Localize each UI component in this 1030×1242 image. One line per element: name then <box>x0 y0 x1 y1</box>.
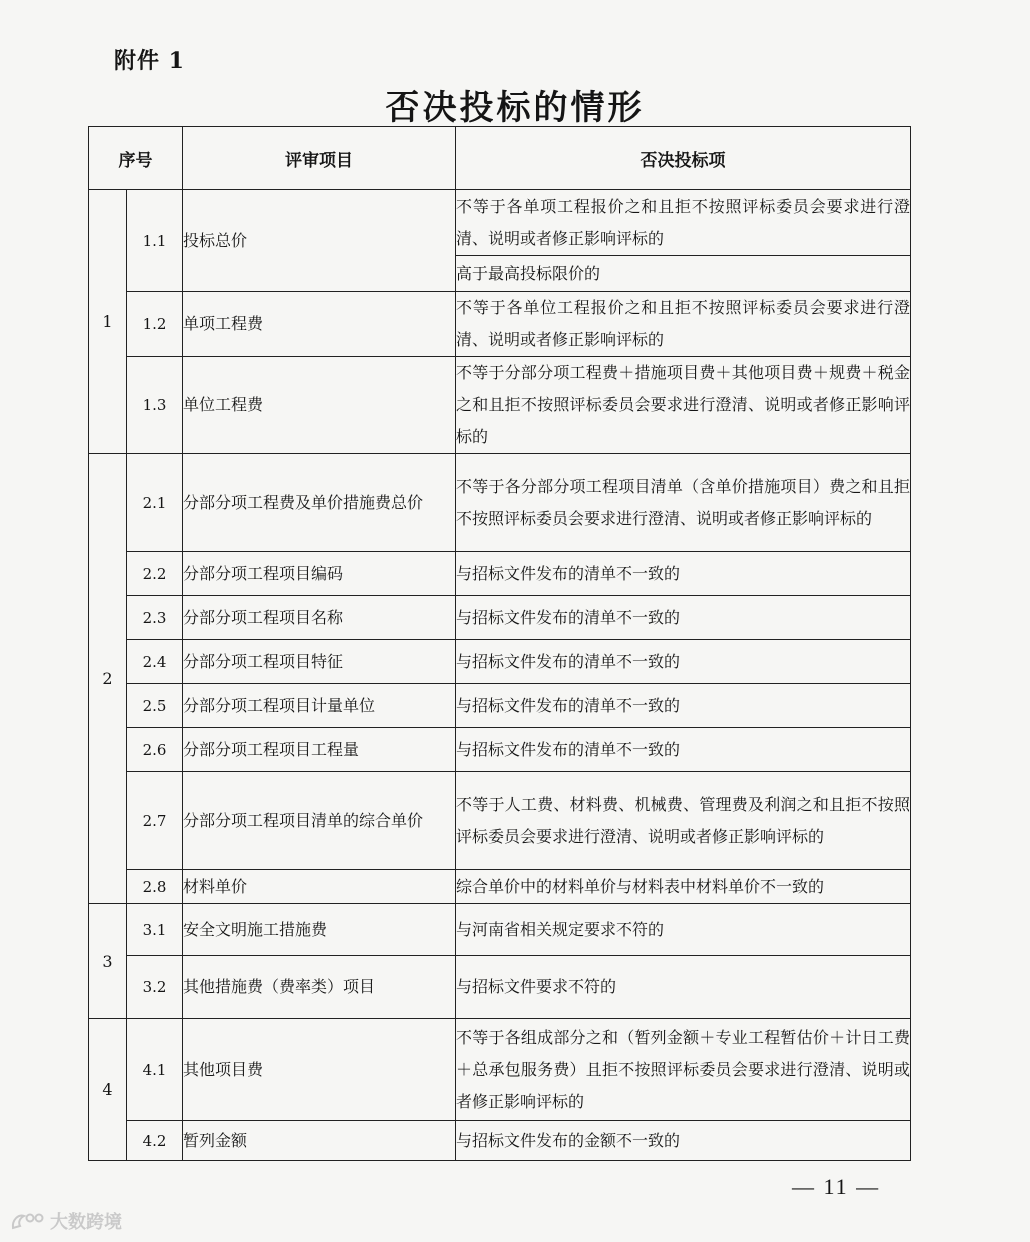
item-description: 与招标文件发布的清单不一致的 <box>456 684 911 728</box>
group-number: 4 <box>89 1019 127 1161</box>
item-name: 投标总价 <box>183 190 456 292</box>
table-row <box>89 904 911 956</box>
item-number: 2.2 <box>127 552 183 596</box>
item-description: 不等于各单位工程报价之和且拒不按照评标委员会要求进行澄清、说明或者修正影响评标的 <box>456 292 911 357</box>
item-name: 分部分项工程项目工程量 <box>183 728 456 772</box>
table-row <box>89 292 911 357</box>
item-number: 2.8 <box>127 870 183 904</box>
table-row <box>89 596 911 640</box>
item-description: 不等于各分部分项工程项目清单（含单价措施项目）费之和且拒不按照评标委员会要求进行澄清、说明或者修正影响评标的 <box>456 454 911 552</box>
item-description: 不等于分部分项工程费＋措施项目费＋其他项目费＋规费＋税金之和且拒不按照评标委员会要求进行澄清、说明或者修正影响评标的 <box>456 357 911 454</box>
table-row <box>89 1019 911 1121</box>
item-number: 2.6 <box>127 728 183 772</box>
item-name: 分部分项工程项目计量单位 <box>183 684 456 728</box>
item-number: 2.3 <box>127 596 183 640</box>
table-row <box>89 728 911 772</box>
table-row <box>89 870 911 904</box>
table-row <box>89 357 911 454</box>
item-name: 暂列金额 <box>183 1121 456 1161</box>
item-number: 1.2 <box>127 292 183 357</box>
watermark-logo-icon <box>10 1210 46 1232</box>
column-header-rejection-item: 否决投标项 <box>456 127 911 190</box>
item-description: 不等于人工费、材料费、机械费、管理费及利润之和且拒不按照评标委员会要求进行澄清、说明或者修正影响评标的 <box>456 772 911 870</box>
item-number: 2.5 <box>127 684 183 728</box>
attachment-label: 附件 1 <box>114 48 185 74</box>
table-row <box>89 1121 911 1161</box>
item-description: 与招标文件要求不符的 <box>456 956 911 1019</box>
table-row <box>89 552 911 596</box>
group-number: 1 <box>89 190 127 454</box>
item-description: 与招标文件发布的清单不一致的 <box>456 640 911 684</box>
item-description: 不等于各单项工程报价之和且拒不按照评标委员会要求进行澄清、说明或者修正影响评标的 <box>456 190 911 256</box>
item-number: 1.3 <box>127 357 183 454</box>
column-header-number: 序号 <box>89 127 183 190</box>
item-number: 2.7 <box>127 772 183 870</box>
item-description: 与招标文件发布的清单不一致的 <box>456 728 911 772</box>
item-number: 4.1 <box>127 1019 183 1121</box>
table-row <box>89 772 911 870</box>
item-number: 4.2 <box>127 1121 183 1161</box>
item-name: 其他措施费（费率类）项目 <box>183 956 456 1019</box>
item-name: 其他项目费 <box>183 1019 456 1121</box>
watermark <box>10 1208 122 1234</box>
table-header-row <box>89 127 911 190</box>
table-row <box>89 190 911 256</box>
item-name: 分部分项工程费及单价措施费总价 <box>183 454 456 552</box>
item-name: 安全文明施工措施费 <box>183 904 456 956</box>
item-name: 单位工程费 <box>183 357 456 454</box>
item-number: 1.1 <box>127 190 183 292</box>
item-description: 与招标文件发布的清单不一致的 <box>456 596 911 640</box>
column-header-review-item: 评审项目 <box>183 127 456 190</box>
item-description: 高于最高投标限价的 <box>456 256 911 292</box>
item-name: 分部分项工程项目编码 <box>183 552 456 596</box>
page-title: 否决投标的情形 <box>385 88 645 128</box>
item-number: 3.1 <box>127 904 183 956</box>
item-name: 单项工程费 <box>183 292 456 357</box>
item-name: 材料单价 <box>183 870 456 904</box>
item-name: 分部分项工程项目特征 <box>183 640 456 684</box>
item-description: 与招标文件发布的金额不一致的 <box>456 1121 911 1161</box>
watermark-text: 大数跨境 <box>50 1212 122 1233</box>
item-number: 3.2 <box>127 956 183 1019</box>
table-row <box>89 454 911 552</box>
group-number: 3 <box>89 904 127 1019</box>
table-row <box>89 684 911 728</box>
item-description: 综合单价中的材料单价与材料表中材料单价不一致的 <box>456 870 911 904</box>
item-description: 不等于各组成部分之和（暂列金额＋专业工程暂估价＋计日工费＋总承包服务费）且拒不按照评标委员会要求进行澄清、说明或者修正影响评标的 <box>456 1019 911 1121</box>
item-number: 2.1 <box>127 454 183 552</box>
table-row <box>89 956 911 1019</box>
table-row <box>89 640 911 684</box>
rejection-criteria-table <box>88 126 911 1161</box>
item-description: 与招标文件发布的清单不一致的 <box>456 552 911 596</box>
group-number: 2 <box>89 454 127 904</box>
item-number: 2.4 <box>127 640 183 684</box>
page-number: — 11 — <box>792 1174 881 1199</box>
item-name: 分部分项工程项目清单的综合单价 <box>183 772 456 870</box>
item-name: 分部分项工程项目名称 <box>183 596 456 640</box>
item-description: 与河南省相关规定要求不符的 <box>456 904 911 956</box>
